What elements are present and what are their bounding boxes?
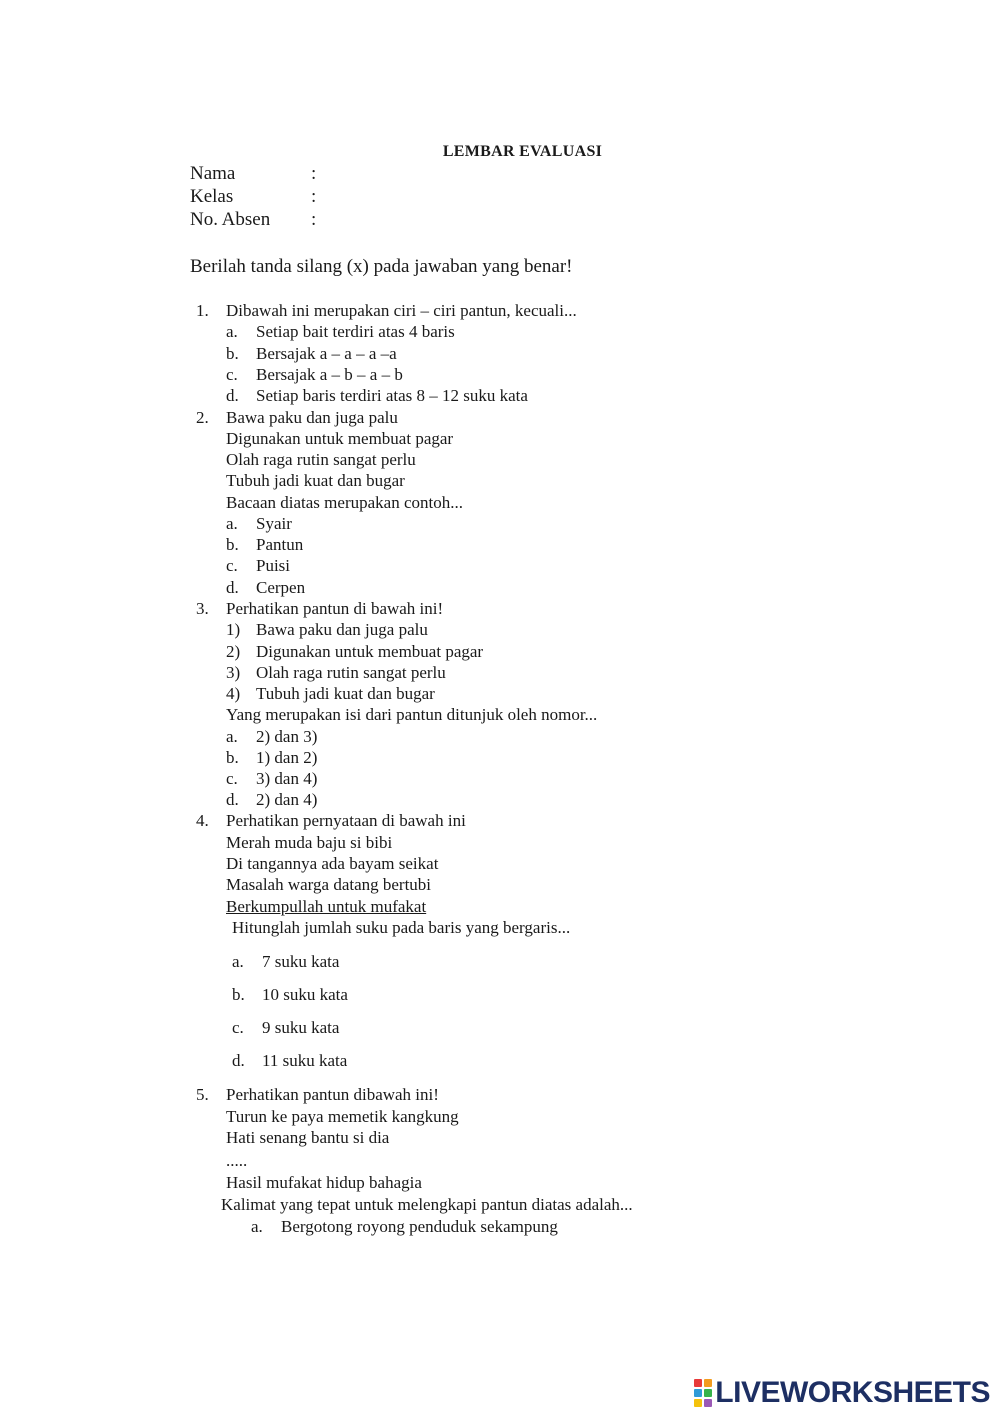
field-absen-label: No. Absen xyxy=(190,209,271,230)
option-letter: a. xyxy=(232,952,244,971)
poem-line: Turun ke paya memetik kangkung xyxy=(226,1107,459,1126)
item-number: 3) xyxy=(226,663,241,682)
question-number: 2. xyxy=(196,408,209,427)
option-text: Puisi xyxy=(256,556,291,575)
question-number: 3. xyxy=(196,599,209,618)
option-letter: a. xyxy=(226,514,238,533)
field-name-colon: : xyxy=(311,163,317,184)
option-text: Bersajak a – a – a –a xyxy=(256,344,397,363)
question-text: Yang merupakan isi dari pantun ditunjuk oleh nomor... xyxy=(226,705,598,724)
poem-line-blank: ..... xyxy=(226,1151,248,1170)
logo-tile xyxy=(704,1389,712,1397)
logo-tile xyxy=(694,1389,702,1397)
option-letter: d. xyxy=(226,578,239,597)
instruction: Berilah tanda silang (x) pada jawaban yang benar! xyxy=(190,256,573,277)
question-text: Hitunglah jumlah suku pada baris yang bergaris... xyxy=(232,918,571,937)
field-name-label: Nama xyxy=(190,163,236,184)
poem-line: Hasil mufakat hidup bahagia xyxy=(226,1173,422,1192)
poem-line: Tubuh jadi kuat dan bugar xyxy=(226,471,405,490)
logo-tile xyxy=(694,1379,702,1387)
item-text: Bawa paku dan juga palu xyxy=(256,620,428,639)
item-text: Tubuh jadi kuat dan bugar xyxy=(256,684,435,703)
option-text: Syair xyxy=(256,514,292,533)
liveworksheets-logo xyxy=(694,1377,990,1409)
item-text: Digunakan untuk membuat pagar xyxy=(256,642,484,661)
option-letter: d. xyxy=(226,790,239,809)
option-letter: b. xyxy=(226,535,239,554)
option-text: Setiap baris terdiri atas 8 – 12 suku kata xyxy=(256,386,528,405)
page-title: LEMBAR EVALUASI xyxy=(442,143,603,160)
option-text: 1) dan 2) xyxy=(256,748,318,767)
question-prompt: Perhatikan pernyataan di bawah ini xyxy=(226,811,466,830)
question-number: 1. xyxy=(196,301,209,320)
option-letter: d. xyxy=(232,1051,245,1070)
option-text: 11 suku kata xyxy=(262,1051,348,1070)
item-text: Olah raga rutin sangat perlu xyxy=(256,663,446,682)
question-prompt: Dibawah ini merupakan ciri – ciri pantun, kecuali... xyxy=(226,301,577,320)
field-class-colon: : xyxy=(311,186,317,207)
option-text: 3) dan 4) xyxy=(256,769,318,788)
option-text: 2) dan 3) xyxy=(256,727,318,746)
option-text: 2) dan 4) xyxy=(256,790,318,809)
poem-line: Digunakan untuk membuat pagar xyxy=(226,429,454,448)
option-text: Cerpen xyxy=(256,578,306,597)
option-text: Pantun xyxy=(256,535,304,554)
poem-line: Merah muda baju si bibi xyxy=(226,833,393,852)
question-text: Bacaan diatas merupakan contoh... xyxy=(226,493,463,512)
poem-line: Masalah warga datang bertubi xyxy=(226,875,432,894)
option-text: Setiap bait terdiri atas 4 baris xyxy=(256,322,455,341)
field-class-label: Kelas xyxy=(190,186,234,207)
option-letter: d. xyxy=(226,386,239,405)
option-letter: c. xyxy=(226,556,238,575)
option-letter: b. xyxy=(226,748,239,767)
poem-line: Olah raga rutin sangat perlu xyxy=(226,450,416,469)
item-number: 2) xyxy=(226,642,241,661)
logo-tiles-icon xyxy=(694,1379,712,1407)
logo-wordmark: LIVEWORKSHEETS xyxy=(715,1376,990,1409)
option-text: 10 suku kata xyxy=(262,985,348,1004)
poem-line: Hati senang bantu si dia xyxy=(226,1128,390,1147)
item-number: 4) xyxy=(226,684,241,703)
option-text: Bergotong royong penduduk sekampung xyxy=(281,1217,558,1236)
option-letter: a. xyxy=(226,727,238,746)
option-letter: c. xyxy=(226,769,238,788)
option-letter: b. xyxy=(226,344,239,363)
logo-tile xyxy=(704,1379,712,1387)
question-text: Kalimat yang tepat untuk melengkapi pantun diatas adalah... xyxy=(221,1195,633,1214)
option-text: Bersajak a – b – a – b xyxy=(256,365,403,384)
option-letter: a. xyxy=(251,1217,263,1236)
question-number: 5. xyxy=(196,1085,209,1104)
item-number: 1) xyxy=(226,620,241,639)
option-letter: c. xyxy=(226,365,238,384)
option-letter: a. xyxy=(226,322,238,341)
option-text: 7 suku kata xyxy=(262,952,340,971)
question-number: 4. xyxy=(196,811,209,830)
option-letter: b. xyxy=(232,985,245,1004)
option-letter: c. xyxy=(232,1018,244,1037)
underlined-line: Berkumpullah untuk mufakat xyxy=(226,897,427,916)
question-prompt: Perhatikan pantun dibawah ini! xyxy=(226,1085,439,1104)
option-text: 9 suku kata xyxy=(262,1018,340,1037)
question-prompt: Perhatikan pantun di bawah ini! xyxy=(226,599,444,618)
poem-line: Di tangannya ada bayam seikat xyxy=(226,854,439,873)
logo-tile xyxy=(694,1399,702,1407)
logo-tile xyxy=(704,1399,712,1407)
field-absen-colon: : xyxy=(311,209,317,230)
poem-line: Bawa paku dan juga palu xyxy=(226,408,398,427)
